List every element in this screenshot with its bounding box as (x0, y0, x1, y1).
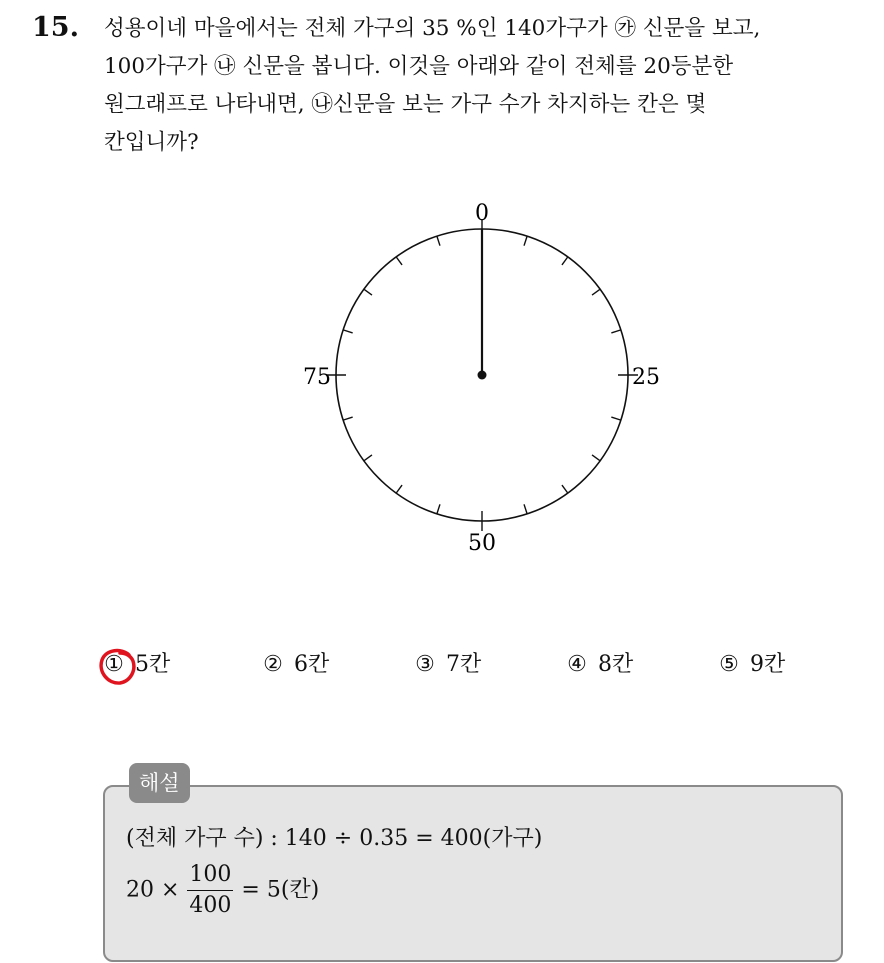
dial-tick (364, 289, 372, 295)
choice-3[interactable] (411, 645, 481, 685)
choice-number: ① (104, 652, 124, 677)
solution-line-2 (126, 862, 319, 919)
choice-1[interactable] (100, 645, 170, 685)
dial-label-bottom: 50 (468, 531, 496, 556)
choice-number: ⑤ (719, 652, 739, 677)
dial-tick (364, 455, 372, 461)
choice-text: 7칸 (446, 652, 482, 677)
dial-tick (343, 417, 353, 420)
circle-graph-dial (270, 190, 690, 570)
dial-tick (562, 257, 568, 265)
choice-number: ③ (415, 652, 435, 677)
dial-tick (343, 330, 353, 333)
answer-choices (100, 645, 840, 685)
choice-number: ② (263, 652, 283, 677)
dial-label-right: 25 (632, 365, 660, 390)
question-line: 원그래프로 나타내면, ㉯신문을 보는 가구 수가 차지하는 칸은 몇 (104, 92, 707, 117)
fraction-numerator: 100 (187, 862, 233, 891)
question-line: 성용이네 마을에서는 전체 가구의 35 %인 140가구가 ㉮ 신문을 보고, (104, 16, 761, 41)
dial-center-dot (478, 371, 487, 380)
dial-tick (592, 289, 600, 295)
dial-tick (437, 504, 440, 514)
choice-text: 9칸 (750, 652, 786, 677)
question-line: 칸입니까? (104, 130, 199, 155)
solution-fraction (187, 862, 233, 919)
question-text (104, 10, 864, 162)
dial-tick (611, 417, 621, 420)
dial-tick (524, 504, 527, 514)
dial-tick (437, 236, 440, 246)
question-line: 100가구가 ㉯ 신문을 봅니다. 이것을 아래와 같이 전체를 20등분한 (104, 54, 734, 79)
dial-tick (592, 455, 600, 461)
dial-label-left: 75 (303, 365, 331, 390)
solution-result: = 5(칸) (241, 877, 320, 903)
dial-tick (396, 257, 402, 265)
choice-text: 8칸 (598, 652, 634, 677)
dial-label-top: 0 (475, 201, 489, 226)
solution-line-1: (전체 가구 수) : 140 ÷ 0.35 = 400(가구) (126, 826, 543, 851)
dial-tick (396, 485, 402, 493)
choice-4[interactable] (563, 645, 633, 685)
choice-text: 5칸 (135, 652, 171, 677)
choice-5[interactable] (715, 645, 785, 685)
choice-text: 6칸 (294, 652, 330, 677)
dial-tick (524, 236, 527, 246)
dial-tick (562, 485, 568, 493)
question-number: 15. (32, 12, 79, 43)
dial-tick (611, 330, 621, 333)
choice-number: ④ (567, 652, 587, 677)
solution-tag: 해설 (129, 763, 190, 803)
choice-2[interactable] (259, 645, 329, 685)
solution-multiplier: 20 × (126, 877, 180, 903)
fraction-denominator: 400 (189, 893, 232, 918)
